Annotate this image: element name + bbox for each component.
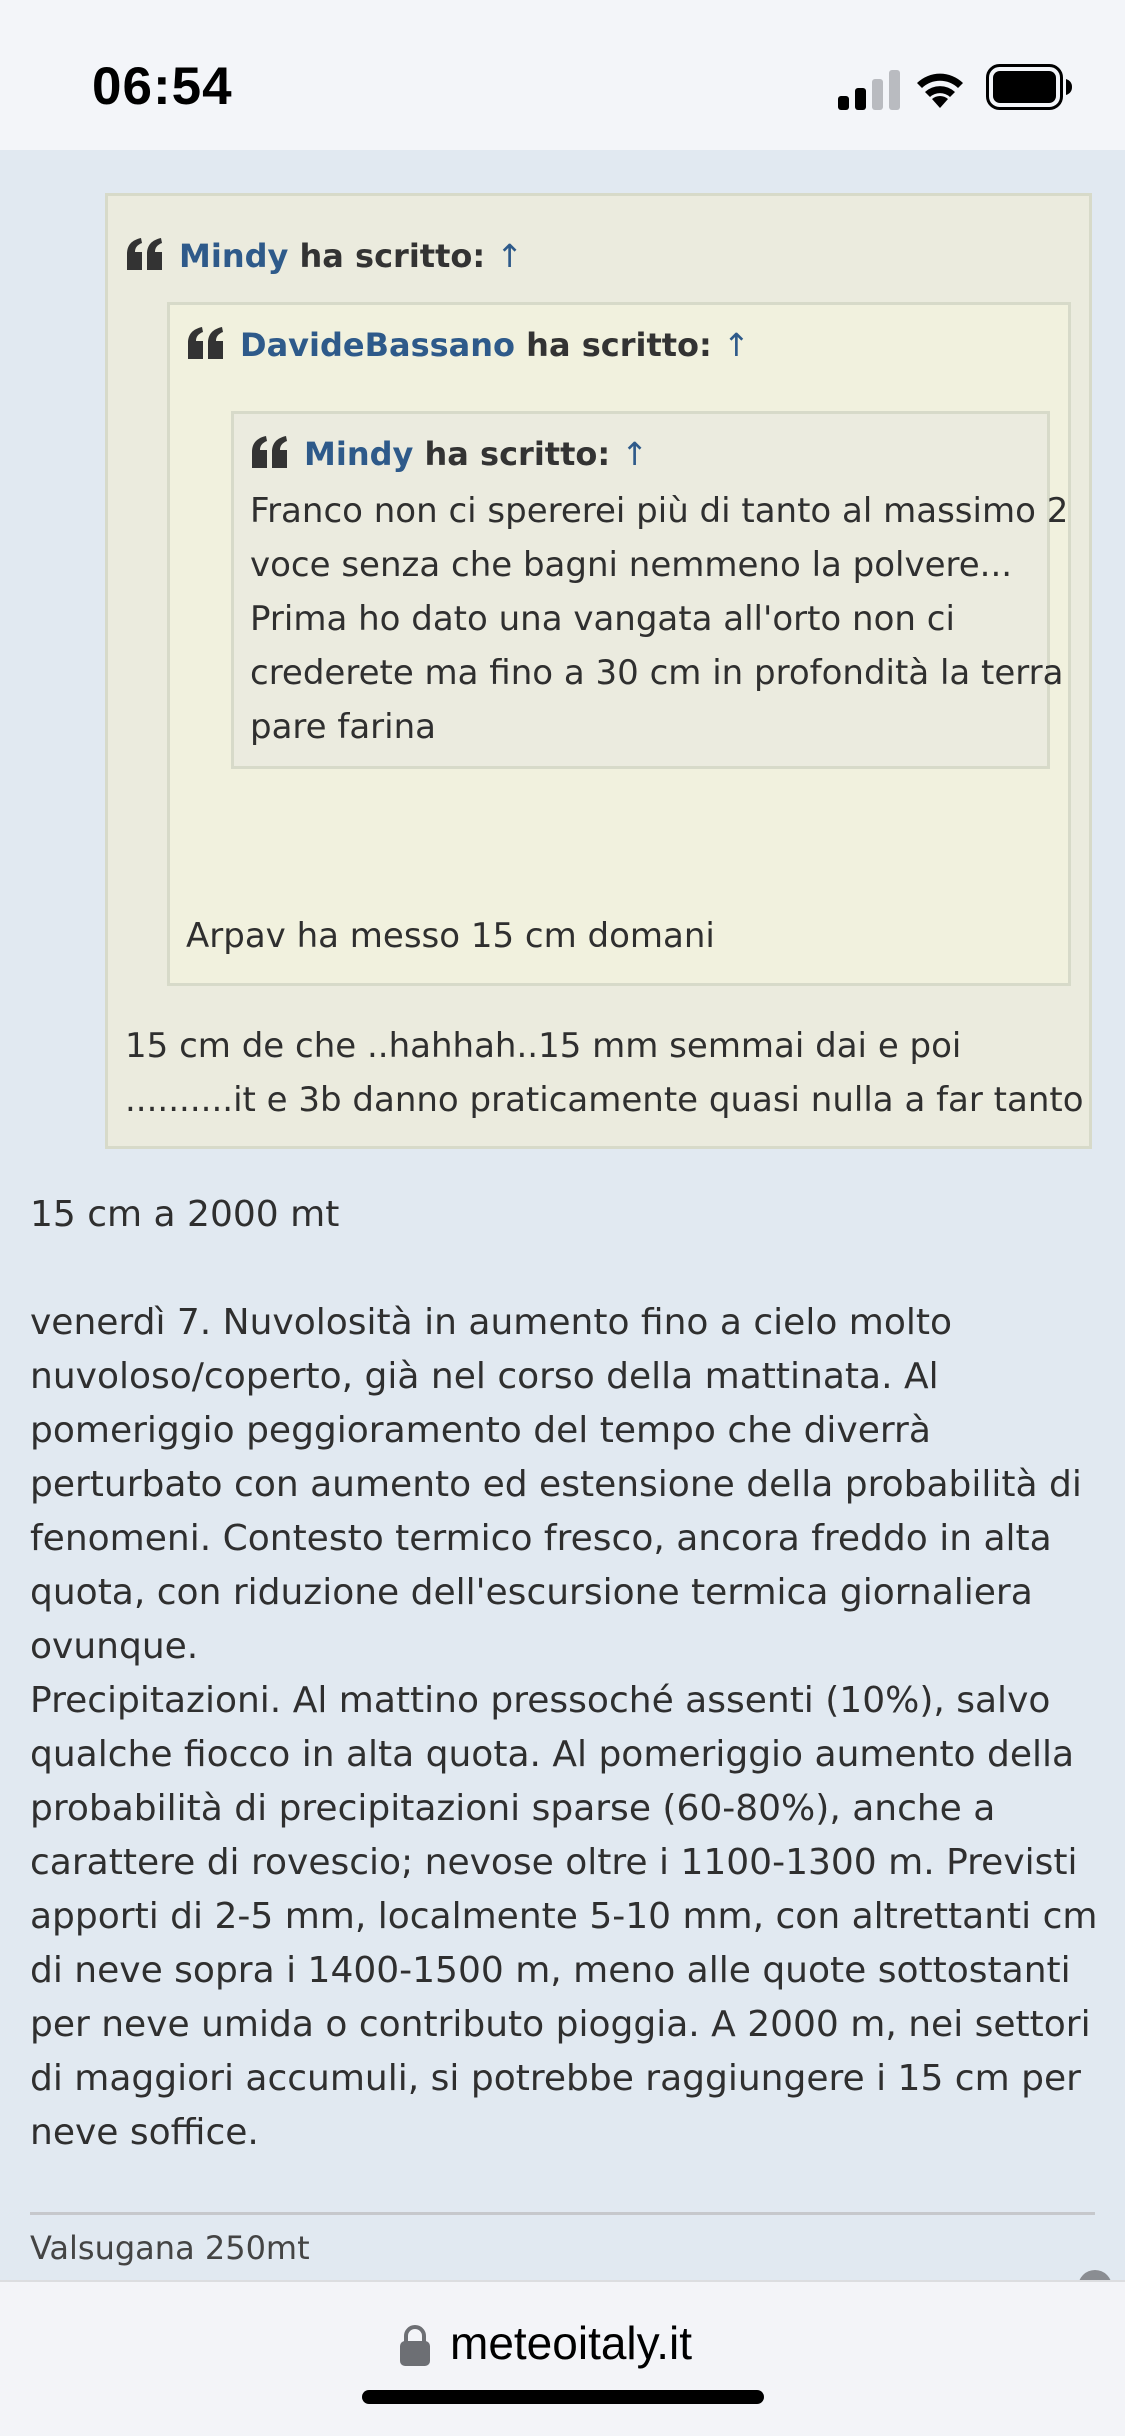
- quote-outer-header: [125, 236, 523, 276]
- user-signature: Valsugana 250mt: [30, 2229, 310, 2267]
- post-first-line: 15 cm a 2000 mt: [30, 1194, 340, 1235]
- quote-mark-icon: [186, 327, 226, 359]
- quote-outer-reply-line: 15 cm de che ..hahhah..15 mm semmai dai e poi: [125, 1026, 962, 1066]
- quote-inner-line: voce senza che bagni nemmeno la polvere...: [250, 545, 1013, 585]
- lock-icon: [399, 2324, 431, 2366]
- forecast-line: quota, con riduzione dell'escursione termica giornaliera: [30, 1572, 1033, 1613]
- quote-outer-jump-link[interactable]: ↑: [496, 237, 524, 275]
- status-bar: [0, 0, 1125, 150]
- quote-inner-suffix: ha scritto:: [424, 435, 611, 473]
- home-indicator: [362, 2390, 764, 2404]
- forecast-line: Precipitazioni. Al mattino pressoché assenti (10%), salvo: [30, 1680, 1051, 1721]
- url-text[interactable]: meteoitaly.it: [450, 2317, 693, 2369]
- quote-middle-header: [186, 325, 750, 365]
- quote-inner-author-link[interactable]: Mindy: [304, 435, 414, 473]
- browser-address-bar[interactable]: [0, 2280, 1125, 2436]
- forecast-line: apporti di 2-5 mm, localmente 5-10 mm, con altrettanti cm: [30, 1896, 1098, 1937]
- quote-inner-line: Franco non ci spererei più di tanto al massimo 2: [250, 491, 1069, 531]
- forecast-line: fenomeni. Contesto termico fresco, ancora freddo in alta: [30, 1518, 1052, 1559]
- forecast-line: per neve umida o contributo pioggia. A 2000 m, nei settori: [30, 2004, 1091, 2045]
- wifi-icon: [915, 66, 965, 108]
- quote-outer-reply-line: ..........it e 3b danno praticamente quasi nulla a far tanto: [125, 1080, 1084, 1120]
- quote-outer-suffix: ha scritto:: [299, 237, 486, 275]
- quote-inner-jump-link[interactable]: ↑: [621, 435, 649, 473]
- quote-mark-icon: [250, 436, 290, 468]
- forecast-line: nuvoloso/coperto, già nel corso della mattinata. Al: [30, 1356, 939, 1397]
- forecast-line: pomeriggio peggioramento del tempo che diverrà: [30, 1410, 931, 1451]
- forecast-line: di maggiori accumuli, si potrebbe raggiungere i 15 cm per: [30, 2058, 1081, 2099]
- quote-mark-icon: [125, 238, 165, 270]
- quote-middle-suffix: ha scritto:: [526, 326, 712, 364]
- quote-inner-line: crederete ma fino a 30 cm in profondità la terra: [250, 653, 1064, 693]
- quote-middle-reply: Arpav ha messo 15 cm domani: [186, 916, 715, 956]
- cellular-signal-icon: [838, 70, 900, 110]
- forecast-line: probabilità di precipitazioni sparse (60-80%), anche a: [30, 1788, 996, 1829]
- forecast-line: di neve sopra i 1400-1500 m, meno alle quote sottostanti: [30, 1950, 1071, 1991]
- forecast-line: carattere di rovescio; nevose oltre i 1100-1300 m. Previsti: [30, 1842, 1078, 1883]
- quote-middle-jump-link[interactable]: ↑: [722, 326, 750, 364]
- battery-icon: [986, 64, 1072, 110]
- status-time: 06:54: [92, 57, 233, 116]
- forecast-line: venerdì 7. Nuvolosità in aumento fino a cielo molto: [30, 1302, 953, 1343]
- forecast-line: neve soffice.: [30, 2112, 259, 2153]
- quote-inner-line: pare farina: [250, 707, 436, 747]
- quote-outer-author-link[interactable]: Mindy: [179, 237, 289, 275]
- forecast-line: qualche fiocco in alta quota. Al pomeriggio aumento della: [30, 1734, 1075, 1775]
- quote-inner: [231, 411, 1069, 769]
- quote-inner-header: [250, 434, 648, 474]
- forecast-line: ovunque.: [30, 1626, 199, 1667]
- quote-middle-author-link[interactable]: DavideBassano: [240, 326, 516, 364]
- forecast-line: perturbato con aumento ed estensione della probabilità di: [30, 1464, 1082, 1505]
- quote-inner-line: Prima ho dato una vangata all'orto non ci: [250, 599, 955, 639]
- signature-divider: [30, 2212, 1095, 2215]
- post-content: [0, 150, 1125, 2280]
